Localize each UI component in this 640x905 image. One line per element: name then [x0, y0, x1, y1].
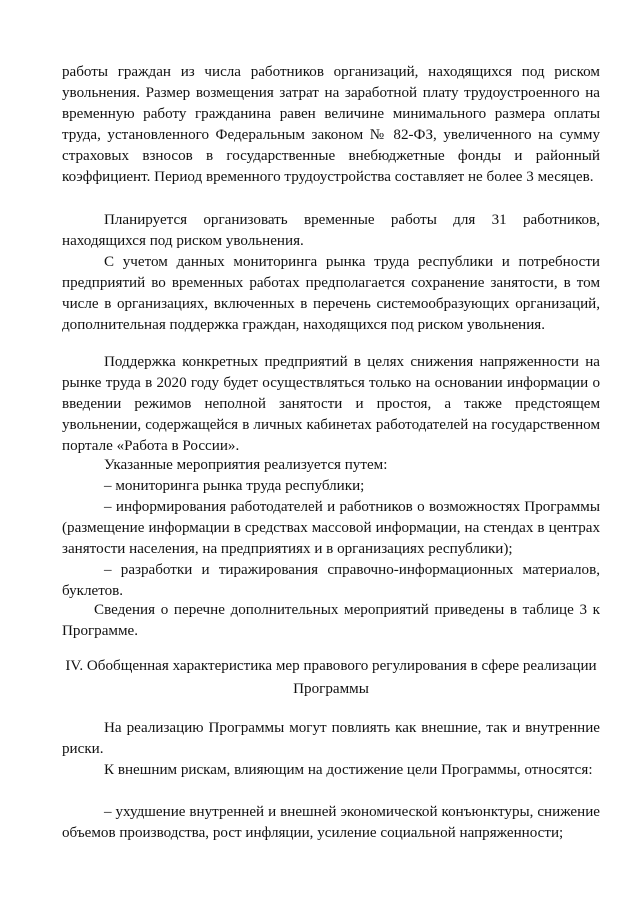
paragraph-enterprise-support: Поддержка конкретных предприятий в целях снижения напряженности на рынке труда в 2020 году будет осуществляться только на основании информации о введении режимов неполной занятости и простоя, а также предстоящем увольнении, содержащейся в личных кабинетах работодателей на государственном портале «Работа в России».	[62, 354, 600, 454]
paragraph-planned-works: Планируется организовать временные работы для 31 работников, находящихся под риском увольнения.	[62, 212, 600, 249]
list-item-economic-risk: – ухудшение внутренней и внешней экономической конъюнктуры, снижение объемов производства, рост инфляции, усиление социальной напряженности;	[62, 804, 600, 841]
paragraph-risks-intro: На реализацию Программы могут повлиять как внешние, так и внутренние риски.	[62, 720, 600, 757]
list-item-monitoring: – мониторинга рынка труда республики;	[104, 478, 365, 494]
list-item-informing: – информирования работодателей и работников о возможностях Программы (размещение информации в средствах массовой информации, на стендах в центрах занятости населения, на предприятиях и в организациях республики);	[62, 499, 600, 557]
section-heading-line-2: Программы	[293, 681, 369, 697]
list-item-materials: – разработки и тиражирования справочно-информационных материалов, буклетов.	[62, 562, 600, 599]
paragraph-monitoring: С учетом данных мониторинга рынка труда республики и потребности предприятий во временных работах предполагается сохранение занятости, в том числе в организациях, включенных в перечень системообразующих организаций, дополнительная поддержка граждан, находящихся под риском увольнения.	[62, 254, 600, 333]
paragraph-measures-intro: Указанные мероприятия реализуется путем:	[104, 457, 388, 473]
paragraph-table-reference: Сведения о перечне дополнительных мероприятий приведены в таблице 3 к Программе.	[62, 602, 600, 639]
paragraph-temporary-employment: работы граждан из числа работников организаций, находящихся под риском увольнения. Размер возмещения затрат на заработной плату трудоустроенного на временную работу гражданина равен величине минимального размера оплаты труда, установленного Федеральным законом № 82-ФЗ, увеличенного на сумму страховых взносов в государственные внебюджетные фонды и районный коэффициент. Период временного трудоустройства составляет не более 3 месяцев.	[62, 64, 600, 185]
section-heading-line-1: IV. Обобщенная характеристика мер правового регулирования в сфере реализации	[65, 658, 597, 674]
paragraph-external-risks: К внешним рискам, влияющим на достижение цели Программы, относятся:	[104, 762, 593, 778]
section-heading	[62, 655, 600, 701]
